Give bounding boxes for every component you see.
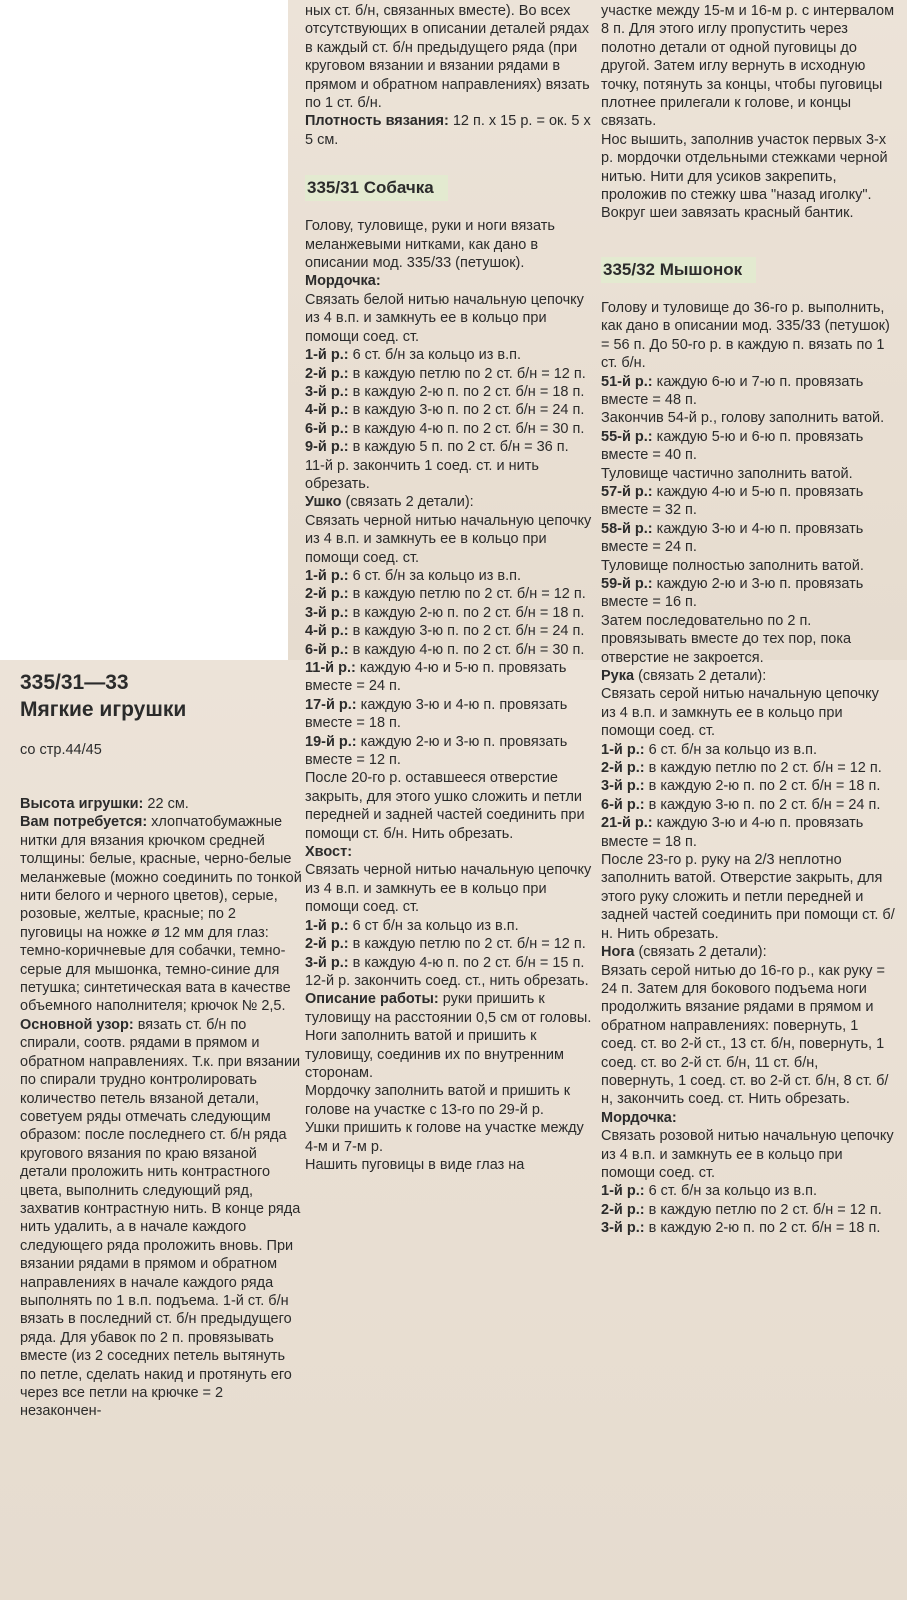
paragraph xyxy=(305,843,595,861)
bold-label: 4-й р.: xyxy=(305,402,349,419)
article-title: Мягкие игрушки xyxy=(20,698,187,721)
paragraph xyxy=(305,567,595,585)
mouse-instructions xyxy=(601,299,895,1238)
paragraph-text: Ушки пришить к голове на участке между 4-м и 7-м р. xyxy=(305,1120,584,1155)
dog-instructions-continuation xyxy=(601,2,895,223)
paragraph-text: Голову, туловище, руки и ноги вязать меланжевыми нитками, как дано в описании мод. 335/33 (петушок). xyxy=(305,218,555,272)
bold-label: Описание работы: xyxy=(305,991,439,1008)
bold-label: 2-й р.: xyxy=(305,936,349,953)
paragraph xyxy=(305,641,595,659)
intro-continuation xyxy=(305,2,595,149)
paragraph xyxy=(601,428,895,465)
paragraph-text: в каждую 3-ю п. по 2 ст. б/н = 24 п. xyxy=(348,402,585,419)
paragraph-text: каждую 5-ю и 6-ю п. провязать вместе = 40 п. xyxy=(601,428,864,464)
paragraph xyxy=(305,272,595,290)
bold-label: 6-й р.: xyxy=(305,641,349,658)
paragraph-text: (связать 2 детали): xyxy=(634,668,767,684)
paragraph-text: 6 ст б/н за кольцо из в.п. xyxy=(348,917,519,934)
paragraph-text: Туловище частично заполнить ватой. xyxy=(601,465,853,482)
paragraph xyxy=(305,383,595,401)
paragraph-text: в каждую петлю по 2 ст. б/н = 12 п. xyxy=(348,936,586,953)
paragraph xyxy=(601,685,895,740)
paragraph-text: участке между 15-м и 16-м р. с интервалом 8 п. Для этого иглу пропустить через полотно детали от одной пуговицы до другой. Затем иглу вернуть в исходную точку, потянуть за концы, чтобы пуговицы плотнее прилегали к голове, и концы связать. xyxy=(601,3,895,130)
bold-label: Мордочка: xyxy=(305,273,381,290)
paragraph xyxy=(305,696,595,733)
paragraph-text: (связать 2 детали): xyxy=(341,494,474,511)
paragraph xyxy=(305,438,595,456)
paragraph-text: 6 ст. б/н за кольцо из в.п. xyxy=(644,1183,818,1200)
bold-label: 1-й р.: xyxy=(305,347,349,364)
bold-label: 2-й р.: xyxy=(601,760,645,777)
paragraph-text: Закончив 54-й р., голову заполнить ватой. xyxy=(601,410,885,427)
bold-label: Плотность вязания: xyxy=(305,113,449,130)
paragraph-text: в каждую петлю по 2 ст. б/н = 12 п. xyxy=(348,586,586,603)
paragraph-text: в каждую петлю по 2 ст. б/н = 12 п. xyxy=(348,365,586,382)
column-left xyxy=(20,795,302,1421)
paragraph xyxy=(601,814,895,851)
paragraph-text: Туловище полностью заполнить ватой. xyxy=(601,557,864,574)
paragraph-text: в каждую 4-ю п. по 2 ст. б/н = 30 п. xyxy=(348,641,585,658)
paragraph xyxy=(305,1119,595,1156)
paragraph xyxy=(601,299,895,373)
paragraph-text: каждую 4-ю и 5-ю п. провязать вместе = 32 п. xyxy=(601,483,864,519)
bold-label: 59-й р.: xyxy=(601,575,653,592)
paragraph-text: После 20-го р. оставшееся отверстие закрыть, для этого ушко сложить и петли передней и задней частей соединить при помощи ст. б/н. Нить обрезать. xyxy=(305,770,585,842)
paragraph xyxy=(601,612,895,667)
article-code: 335/31—33 xyxy=(20,671,129,694)
paragraph-text: Вязать серой нитью до 16-го р., как руку = 24 п. Затем для бокового подъема ноги продолжить вязание рядами в прямом и обратном направлениях: повернуть, 1 соед. ст. во 2-й ст., 13 ст. б/н, повернуть, 1 соед. ст. во 2-й ст. б/н, 11 ст. б/н, повернуть, 1 соед. ст. во 2-й ст. б/н, 8 ст. б/н, закончить соед. ст. Нить обрезать. xyxy=(601,962,889,1108)
paragraph xyxy=(305,217,595,272)
paragraph-text: в каждую петлю по 2 ст. б/н = 12 п. xyxy=(644,1201,882,1218)
bold-label: 1-й р.: xyxy=(601,1183,645,1200)
paragraph-text: каждую 2-ю и 3-ю п. провязать вместе = 16 п. xyxy=(601,575,864,611)
bold-label: 6-й р.: xyxy=(305,420,349,437)
bold-label: 3-й р.: xyxy=(601,778,645,795)
bold-label: 3-й р.: xyxy=(305,383,349,400)
paragraph xyxy=(601,575,895,612)
paragraph xyxy=(305,604,595,622)
paragraph-text: каждую 3-ю и 4-ю п. провязать вместе = 18 п. xyxy=(601,815,864,850)
paragraph xyxy=(601,373,895,410)
paragraph-text: каждую 3-ю и 4-ю п. провязать вместе = 24 п. xyxy=(601,520,864,556)
paragraph-text: в каждую 2-ю п. по 2 ст. б/н = 18 п. xyxy=(348,604,585,621)
paragraph-text: Связать серой нитью начальную цепочку из 4 в.п. и замкнуть ее в кольцо при помощи соед. ст. xyxy=(601,686,879,740)
bold-label: Ушко xyxy=(305,494,342,511)
paragraph-text: в каждую 2-ю п. по 2 ст. б/н = 18 п. xyxy=(644,1220,881,1237)
paragraph-text: каждую 2-ю и 3-ю п. провязать вместе = 12 п. xyxy=(305,733,568,769)
paragraph xyxy=(601,777,895,795)
paragraph xyxy=(601,796,895,814)
paragraph-text: 12-й р. закончить соед. ст., нить обрезать. xyxy=(305,972,589,989)
paragraph-text: каждую 3-ю и 4-ю п. провязать вместе = 18 п. xyxy=(305,696,568,732)
paragraph-text: 22 см. xyxy=(143,796,189,812)
bold-label: 1-й р.: xyxy=(305,567,349,584)
paragraph xyxy=(601,943,895,961)
paragraph xyxy=(305,112,595,149)
paragraph xyxy=(305,365,595,383)
paragraph xyxy=(601,520,895,557)
paragraph-text: в каждую 3-ю п. по 2 ст. б/н = 24 п. xyxy=(348,623,585,640)
bold-label: 2-й р.: xyxy=(601,1201,645,1218)
paragraph xyxy=(305,769,595,843)
bold-label: 58-й р.: xyxy=(601,520,653,537)
bold-label: 57-й р.: xyxy=(601,483,653,500)
paragraph xyxy=(601,1109,895,1127)
paragraph xyxy=(20,795,302,813)
bold-label: Нога xyxy=(601,944,635,961)
bold-label: 1-й р.: xyxy=(601,741,645,758)
bold-label: Мордочка: xyxy=(601,1109,677,1126)
paragraph-text: в каждую 4-ю п. по 2 ст. б/н = 15 п. xyxy=(348,954,585,971)
paragraph xyxy=(305,457,595,494)
bold-label: Основной узор: xyxy=(20,1016,134,1033)
paragraph-text: Связать черной нитью начальную цепочку из 4 в.п. и замкнуть ее в кольцо при помощи соед. ст. xyxy=(305,512,592,566)
paragraph xyxy=(305,990,595,1082)
paragraph-text: Затем последовательно по 2 п. провязывать вместе до тех пор, пока отверстие не закроется. xyxy=(601,612,852,666)
paragraph xyxy=(305,1156,595,1174)
page-reference: со стр.44/45 xyxy=(20,742,102,758)
paragraph-text: Связать белой нитью начальную цепочку из 4 в.п. и замкнуть ее в кольцо при помощи соед. ст. xyxy=(305,291,584,345)
bold-label: 4-й р.: xyxy=(305,623,349,640)
bold-label: 6-й р.: xyxy=(601,796,645,813)
paragraph xyxy=(305,935,595,953)
paragraph xyxy=(305,733,595,770)
bold-label: 2-й р.: xyxy=(305,365,349,382)
dog-instructions xyxy=(305,217,595,1174)
paragraph-text: в каждую 2-ю п. по 2 ст. б/н = 18 п. xyxy=(644,778,881,795)
paragraph-text: После 23-го р. руку на 2/3 неплотно заполнить ватой. Отверстие закрыть, для этого руку сложить и петли передней и задней частей соединить при помощи ст. б/н. Нить обрезать. xyxy=(601,852,895,942)
paragraph-text: в каждую 2-ю п. по 2 ст. б/н = 18 п. xyxy=(348,383,585,400)
paragraph-text: в каждую 5 п. по 2 ст. б/н = 36 п. xyxy=(348,439,569,456)
column-middle xyxy=(305,2,595,1174)
paragraph xyxy=(305,861,595,916)
bold-label: 17-й р.: xyxy=(305,696,357,713)
paragraph xyxy=(305,291,595,346)
bold-label: Хвост: xyxy=(305,844,353,861)
paragraph xyxy=(601,131,895,223)
bold-label: 9-й р.: xyxy=(305,439,349,456)
paragraph-text: Связать черной нитью начальную цепочку из 4 в.п. и замкнуть ее в кольцо при помощи соед. ст. xyxy=(305,862,592,916)
paragraph-text: (связать 2 детали): xyxy=(634,944,767,961)
paragraph-text: хлопчатобумажные нитки для вязания крючком средней толщины: белые, красные, черно-белые меланжевые (можно соединить по тонкой нити белого и черного цветов), серые, розовые, желтые, красные; по 2 пуговицы на ножке ø 12 мм для глаз: темно-коричневые для собачки, темно-серые для мышонка, темно-синие для петушка; синтетическая вата в качестве объемного наполнителя; крючок № 2,5. xyxy=(20,814,302,1015)
paragraph-text: Мордочку заполнить ватой и пришить к голове на участке с 13-го по 29-й р. xyxy=(305,1083,571,1118)
bold-label: 51-й р.: xyxy=(601,373,653,390)
paragraph xyxy=(601,1182,895,1200)
paragraph-text: руки пришить к туловищу на расстоянии 0,5 см от головы. Ноги заполнить ватой и пришить к туловищу, соединив их по внутренним сторонам. xyxy=(305,991,592,1081)
bold-label: 19-й р.: xyxy=(305,733,357,750)
paragraph-text: 6 ст. б/н за кольцо из в.п. xyxy=(348,347,522,364)
paragraph xyxy=(305,1082,595,1119)
paragraph-text: Голову и туловище до 36-го р. выполнить, как дано в описании мод. 335/33 (петушок) = 56 п. До 50-го р. в каждую п. вязать по 1 ст. б/н. xyxy=(601,299,890,372)
paragraph xyxy=(601,1219,895,1237)
bold-label: Вам потребуется: xyxy=(20,814,148,831)
paragraph-text: в каждую 4-ю п. по 2 ст. б/н = 30 п. xyxy=(348,420,585,437)
bold-label: 3-й р.: xyxy=(305,954,349,971)
paragraph xyxy=(601,667,895,685)
paragraph xyxy=(20,1016,302,1421)
bold-label: 11-й р.: xyxy=(305,660,356,676)
paragraph-text: вязать ст. б/н по спирали, соотв. рядами в прямом и обратном направлениях. Т.к. при вязании по спирали трудно контролировать количество петель вязаной детали, советуем ряды отмечать следующим образом: после последнего ст. б/н ряда кругового вязания по краю вязаной детали проложить нить контрастного цвета, выполнить следующий ряд, захватив контрастную нить. В конце ряда нить удалить, а в начале каждого следующего ряда проложить вновь. При вязании рядами в прямом и обратном направлениях в начале каждого ряда выполнять по 1 в.п. подъема. 1-й ст. б/н вязать в последний ст. б/н предыдущего ряда. Для убавок по 2 п. провязывать вместе (из 2 соседних петель вытянуть по петле, сделать накид и протянуть его через все петли на крючке = 2 незакончен- xyxy=(20,1016,301,1420)
paragraph xyxy=(601,962,895,1109)
paragraph xyxy=(305,512,595,567)
bold-label: 3-й р.: xyxy=(601,1220,645,1237)
paragraph xyxy=(305,659,595,696)
paragraph xyxy=(601,483,895,520)
paragraph-text: Нашить пуговицы в виде глаз на xyxy=(305,1156,525,1173)
paragraph xyxy=(601,557,895,575)
paragraph xyxy=(305,954,595,972)
paragraph-text: ных ст. б/н, связанных вместе). Во всех отсутствующих в описании деталей рядах в каждый ст. б/н предыдущего ряда (при круговом вязании и вязании рядами в прямом и обратном направлениях) вязать по 1 ст. б/н. xyxy=(305,3,590,112)
paragraph-text: Нос вышить, заполнив участок первых 3-х р. мордочки отдельными стежками черной нитью. Нити для усиков закрепить, проложив по стежку шва "назад иголку". Вокруг шеи завязать красный бантик. xyxy=(601,131,888,222)
paragraph-text: в каждую 3-ю п. по 2 ст. б/н = 24 п. xyxy=(644,796,881,813)
paragraph-text: каждую 6-ю и 7-ю п. провязать вместе = 48 п. xyxy=(601,373,864,408)
paragraph xyxy=(601,2,895,131)
section-title-mouse: 335/32 Мышонок xyxy=(601,257,756,283)
bold-label: 21-й р.: xyxy=(601,815,653,832)
paragraph xyxy=(305,622,595,640)
paragraph-text: Связать розовой нитью начальную цепочку из 4 в.п. и замкнуть ее в кольцо при помощи соед. ст. xyxy=(601,1128,894,1181)
paragraph xyxy=(601,409,895,427)
paragraph xyxy=(305,401,595,419)
paragraph xyxy=(601,1127,895,1182)
bold-label: 3-й р.: xyxy=(305,604,349,621)
paragraph xyxy=(601,465,895,483)
paragraph xyxy=(305,420,595,438)
paragraph xyxy=(305,493,595,511)
paragraph xyxy=(305,2,595,112)
paragraph xyxy=(601,741,895,759)
paragraph xyxy=(305,346,595,364)
paragraph xyxy=(305,585,595,603)
paragraph-text: 6 ст. б/н за кольцо из в.п. xyxy=(348,567,522,584)
bold-label: 2-й р.: xyxy=(305,586,349,603)
paragraph-text: 12 п. х 15 р. = ок. 5 х 5 см. xyxy=(305,113,591,148)
section-title-dog: 335/31 Собачка xyxy=(305,175,448,201)
paragraph xyxy=(305,972,595,990)
paragraph-text: в каждую петлю по 2 ст. б/н = 12 п. xyxy=(644,760,882,777)
bold-label: Рука xyxy=(601,668,635,684)
column-right xyxy=(601,2,895,1238)
bold-label: 1-й р.: xyxy=(305,917,349,934)
paragraph-text: каждую 4-ю и 5-ю п. провязать вместе = 24 п. xyxy=(305,660,567,695)
paragraph xyxy=(601,1201,895,1219)
paragraph xyxy=(20,813,302,1015)
paragraph xyxy=(601,851,895,943)
paragraph xyxy=(601,759,895,777)
bold-label: Высота игрушки: xyxy=(20,796,144,812)
paragraph-text: 6 ст. б/н за кольцо из в.п. xyxy=(644,741,818,758)
paragraph xyxy=(305,917,595,935)
paragraph-text: 11-й р. закончить 1 соед. ст. и нить обрезать. xyxy=(305,457,539,492)
bold-label: 55-й р.: xyxy=(601,428,653,445)
